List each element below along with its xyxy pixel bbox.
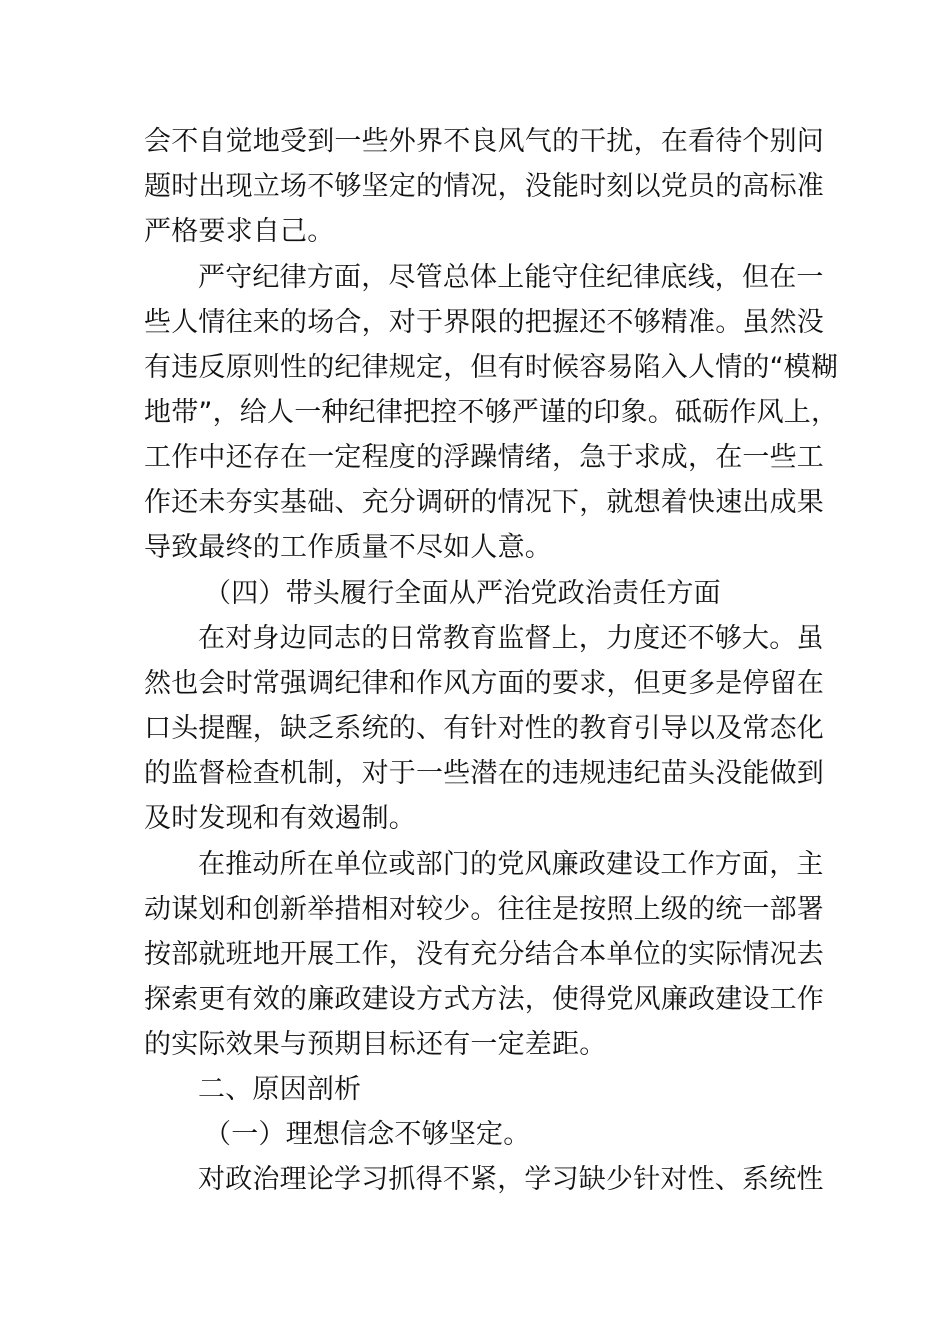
text-line: 探索更有效的廉政建设方式方法，使得党风廉政建设工作 (144, 984, 824, 1015)
text-line: 作还未夯实基础、充分调研的情况下，就想着快速出成果 (144, 487, 824, 518)
text-line: 动谋划和创新举措相对较少。往往是按照上级的统一部署 (144, 894, 824, 925)
text-line: 按部就班地开展工作，没有充分结合本单位的实际情况去 (144, 939, 824, 970)
text-line: 题时出现立场不够坚定的情况，没能时刻以党员的高标准 (144, 171, 824, 202)
text-line: 严格要求自己。 (144, 216, 335, 247)
text-line: 导致最终的工作质量不尽如人意。 (144, 532, 552, 563)
chapter-heading: 二、原因剖析 (198, 1074, 362, 1105)
text-line: 些人情往来的场合，对于界限的把握还不够精准。虽然没 (144, 307, 824, 338)
section-heading: （四）带头履行全面从严治党政治责任方面 (204, 578, 721, 609)
paragraph-first-line: 在对身边同志的日常教育监督上，力度还不够大。虽 (198, 623, 824, 654)
text-line: 会不自觉地受到一些外界不良风气的干扰，在看待个别问 (144, 126, 824, 157)
text-line: 有违反原则性的纪律规定，但有时候容易陷入人情的“模糊 (144, 352, 839, 383)
paragraph-first-line: 严守纪律方面，尽管总体上能守住纪律底线，但在一 (198, 262, 824, 293)
text-line: 的监督检查机制，对于一些潜在的违规违纪苗头没能做到 (144, 758, 824, 789)
text-line: 地带”，给人一种纪律把控不够严谨的印象。砥砺作风上， (144, 397, 839, 428)
section-heading: （一）理想信念不够坚定。 (204, 1119, 531, 1150)
text-line: 口头提醒，缺乏系统的、有针对性的教育引导以及常态化 (144, 713, 824, 744)
text-line: 工作中还存在一定程度的浮躁情绪，急于求成，在一些工 (144, 442, 824, 473)
paragraph-first-line: 对政治理论学习抓得不紧，学习缺少针对性、系统性 (198, 1164, 824, 1195)
text-line: 的实际效果与预期目标还有一定差距。 (144, 1029, 607, 1060)
paragraph-first-line: 在推动所在单位或部门的党风廉政建设工作方面，主 (198, 849, 824, 880)
text-line: 及时发现和有效遏制。 (144, 803, 416, 834)
text-line: 然也会时常强调纪律和作风方面的要求，但更多是停留在 (144, 668, 824, 699)
